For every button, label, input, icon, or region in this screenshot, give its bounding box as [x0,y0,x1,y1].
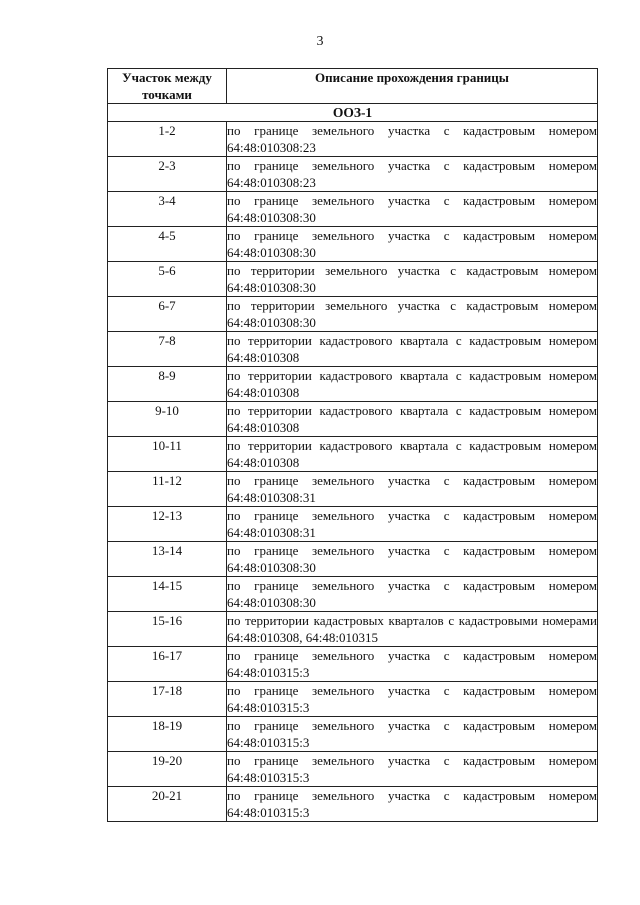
description-cell: по территории земельного участка с кадастровым номером 64:48:010308:30 [227,298,597,330]
segment-cell: 18-19 [108,717,227,752]
segment-cell: 5-6 [108,262,227,297]
table-row [108,717,598,752]
description-cell: по границе земельного участка с кадастровым номером 64:48:010315:3 [227,788,597,820]
table-row [108,157,598,192]
description-cell: по границе земельного участка с кадастровым номером 64:48:010308:23 [227,158,597,190]
boundary-table [107,68,598,822]
description-cell: по территории кадастрового квартала с кадастровым номером 64:48:010308 [227,368,597,400]
table-row [108,682,598,717]
description-cell: по границе земельного участка с кадастровым номером 64:48:010308:30 [227,228,597,260]
segment-cell: 15-16 [108,612,227,647]
description-cell: по территории земельного участка с кадастровым номером 64:48:010308:30 [227,263,597,295]
table-row [108,437,598,472]
table-body [108,104,598,822]
description-cell: по границе земельного участка с кадастровым номером 64:48:010308:30 [227,578,597,610]
section-row [108,104,598,122]
table-row [108,542,598,577]
table-row [108,227,598,262]
segment-cell: 9-10 [108,402,227,437]
segment-cell: 4-5 [108,227,227,262]
segment-cell: 12-13 [108,507,227,542]
section-title: ООЗ-1 [108,104,598,122]
table-row [108,647,598,682]
segment-cell: 7-8 [108,332,227,367]
segment-cell: 19-20 [108,752,227,787]
table-row [108,577,598,612]
table-row [108,262,598,297]
description-cell: по территории кадастровых кварталов с кадастровыми номерами 64:48:010308, 64:48:010315 [227,613,597,645]
segment-cell: 11-12 [108,472,227,507]
description-cell: по территории кадастрового квартала с кадастровым номером 64:48:010308 [227,438,597,470]
table-row [108,472,598,507]
segment-cell: 6-7 [108,297,227,332]
description-cell: по границе земельного участка с кадастровым номером 64:48:010315:3 [227,753,597,785]
description-cell: по границе земельного участка с кадастровым номером 64:48:010315:3 [227,648,597,680]
description-cell: по границе земельного участка с кадастровым номером 64:48:010308:30 [227,193,597,225]
table-row [108,612,598,647]
description-cell: по границе земельного участка с кадастровым номером 64:48:010308:23 [227,123,597,155]
segment-cell: 10-11 [108,437,227,472]
description-cell: по границе земельного участка с кадастровым номером 64:48:010308:31 [227,473,597,505]
table-row [108,752,598,787]
description-cell: по границе земельного участка с кадастровым номером 64:48:010308:31 [227,508,597,540]
description-cell: по границе земельного участка с кадастровым номером 64:48:010315:3 [227,683,597,715]
page-number: 3 [316,34,324,49]
header-description: Описание прохождения границы [227,69,598,104]
description-cell: по границе земельного участка с кадастровым номером 64:48:010315:3 [227,718,597,750]
table-row [108,507,598,542]
segment-cell: 14-15 [108,577,227,612]
description-cell: по территории кадастрового квартала с кадастровым номером 64:48:010308 [227,333,597,365]
table-row [108,332,598,367]
segment-cell: 2-3 [108,157,227,192]
segment-cell: 1-2 [108,122,227,157]
table-header-row [108,69,598,104]
header-segment: Участок между точками [108,69,227,104]
table-row [108,192,598,227]
description-cell: по территории кадастрового квартала с кадастровым номером 64:48:010308 [227,403,597,435]
segment-cell: 13-14 [108,542,227,577]
table-row [108,367,598,402]
segment-cell: 8-9 [108,367,227,402]
description-cell: по границе земельного участка с кадастровым номером 64:48:010308:30 [227,543,597,575]
segment-cell: 17-18 [108,682,227,717]
table-row [108,402,598,437]
segment-cell: 16-17 [108,647,227,682]
table-row [108,122,598,157]
table-row [108,787,598,822]
segment-cell: 3-4 [108,192,227,227]
segment-cell: 20-21 [108,787,227,822]
table-row [108,297,598,332]
